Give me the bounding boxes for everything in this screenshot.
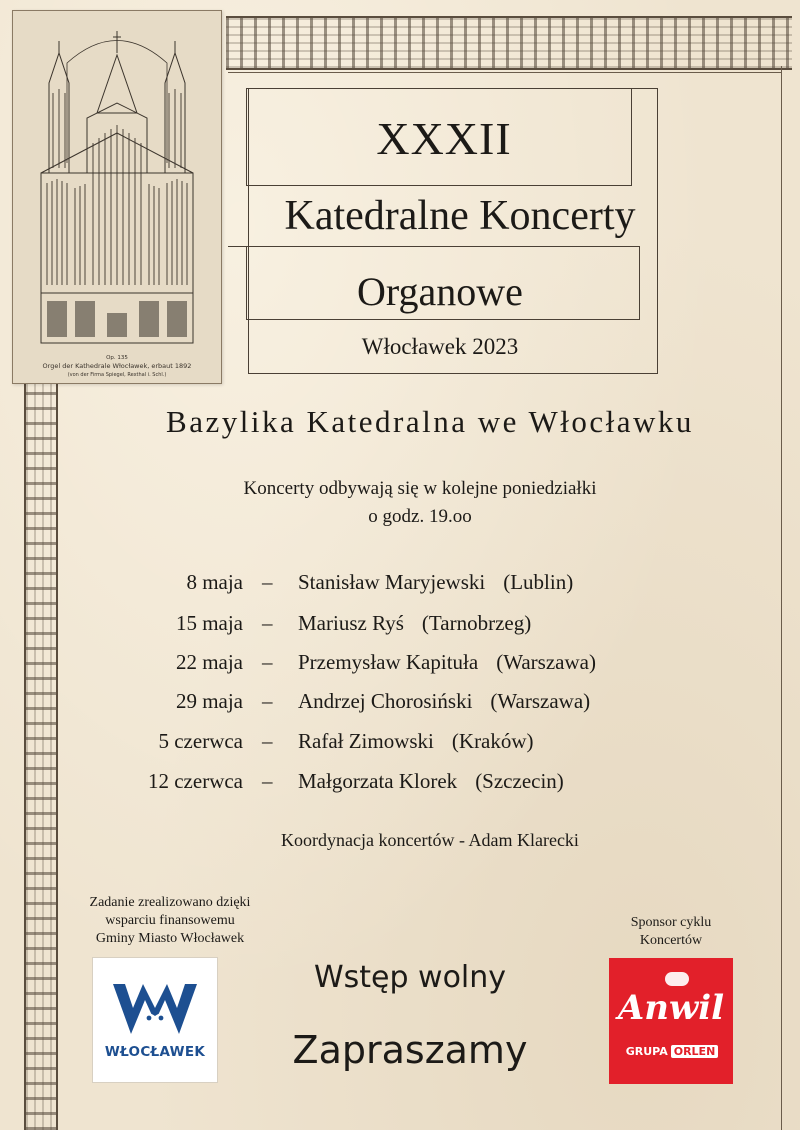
wloclawek-logo [93,958,217,1082]
concert-city: (Warszawa) [496,650,596,674]
grupa-text: GRUPA [625,1045,668,1058]
orlen-text: ORLEN [671,1045,719,1058]
concert-performer: Małgorzata Klorek [298,769,458,793]
venue-heading: Bazylika Katedralna we Włocławku [166,404,694,439]
organ-caption-builder: (von der Firma Spiegel, Rexthal i. Schl.) [67,372,167,378]
admission-note: Wstęp wolny [313,960,507,995]
concert-performer: Rafał Zimowski [298,729,434,753]
concert-city: (Tarnobrzeg) [421,611,532,635]
concert-dash: – [262,689,273,713]
sponsor-line-2: Koncertów [639,933,703,948]
organ-caption-opus: Op. 135 [106,355,128,361]
sponsor-line-1: Sponsor cyklu [630,915,712,930]
organ-engraving [12,10,222,384]
title-frame-rule [228,246,246,247]
top-ornament-border [226,16,792,70]
concert-row [0,570,800,606]
wloclawek-crest-icon [111,978,199,1040]
concert-performer: Andrzej Chorosiński [298,689,473,713]
organ-illustration [27,23,207,353]
concert-performer: Stanisław Maryjewski [298,570,486,594]
concert-date: 5 czerwca [158,729,243,753]
concert-performer: Przemysław Kapituła [298,650,479,674]
concert-dash: – [262,729,273,753]
funding-line-2: wsparciu finansowemu [105,913,235,928]
organ-caption-title: Orgel der Kathedrale Włocławek, erbaut 1892 [42,362,192,370]
concert-date: 22 maja [175,650,243,674]
funding-line-3: Gminy Miasto Włocławek [95,931,245,946]
edition-number: XXXII [376,113,512,164]
sponsor-note [596,914,746,950]
anwil-cloud-icon [665,972,689,986]
anwil-logo-name: Anwil [617,988,725,1028]
anwil-logo-group [617,1045,727,1058]
wloclawek-logo-text: WŁOCŁAWEK [104,1044,206,1060]
concert-date: 12 czerwca [147,769,243,793]
coordination-note: Koordynacja koncertów - Adam Klarecki [281,830,579,850]
schedule-info-line-2: o godz. 19.oo [368,506,472,527]
funding-line-1: Zadanie zrealizowano dzięki [89,895,251,910]
concert-row [0,769,800,805]
concert-city: (Szczecin) [475,769,564,793]
schedule-info-line-1: Koncerty odbywają się w kolejne poniedziałki [243,478,597,499]
concert-row [0,689,800,725]
concert-dash: – [262,650,273,674]
concert-row [0,611,800,647]
title-line-1: Katedralne Koncerty [284,193,636,239]
anwil-logo [609,958,733,1084]
title-line-2: Organowe [357,269,523,314]
concert-row [0,729,800,765]
concert-dash: – [262,570,273,594]
concert-city: (Lublin) [503,570,574,594]
concert-city: (Warszawa) [490,689,591,713]
concert-dash: – [262,611,273,635]
concert-row [0,650,800,686]
concert-date: 15 maja [175,611,243,635]
concert-date: 29 maja [175,689,243,713]
concert-dash: – [262,769,273,793]
concert-date: 8 maja [186,570,243,594]
concert-city: (Kraków) [451,729,534,753]
invitation-text: Zapraszamy [292,1028,528,1072]
funding-note [40,894,300,948]
place-year: Włocławek 2023 [361,334,519,359]
concert-performer: Mariusz Ryś [298,611,404,635]
top-frame-line [228,72,782,73]
